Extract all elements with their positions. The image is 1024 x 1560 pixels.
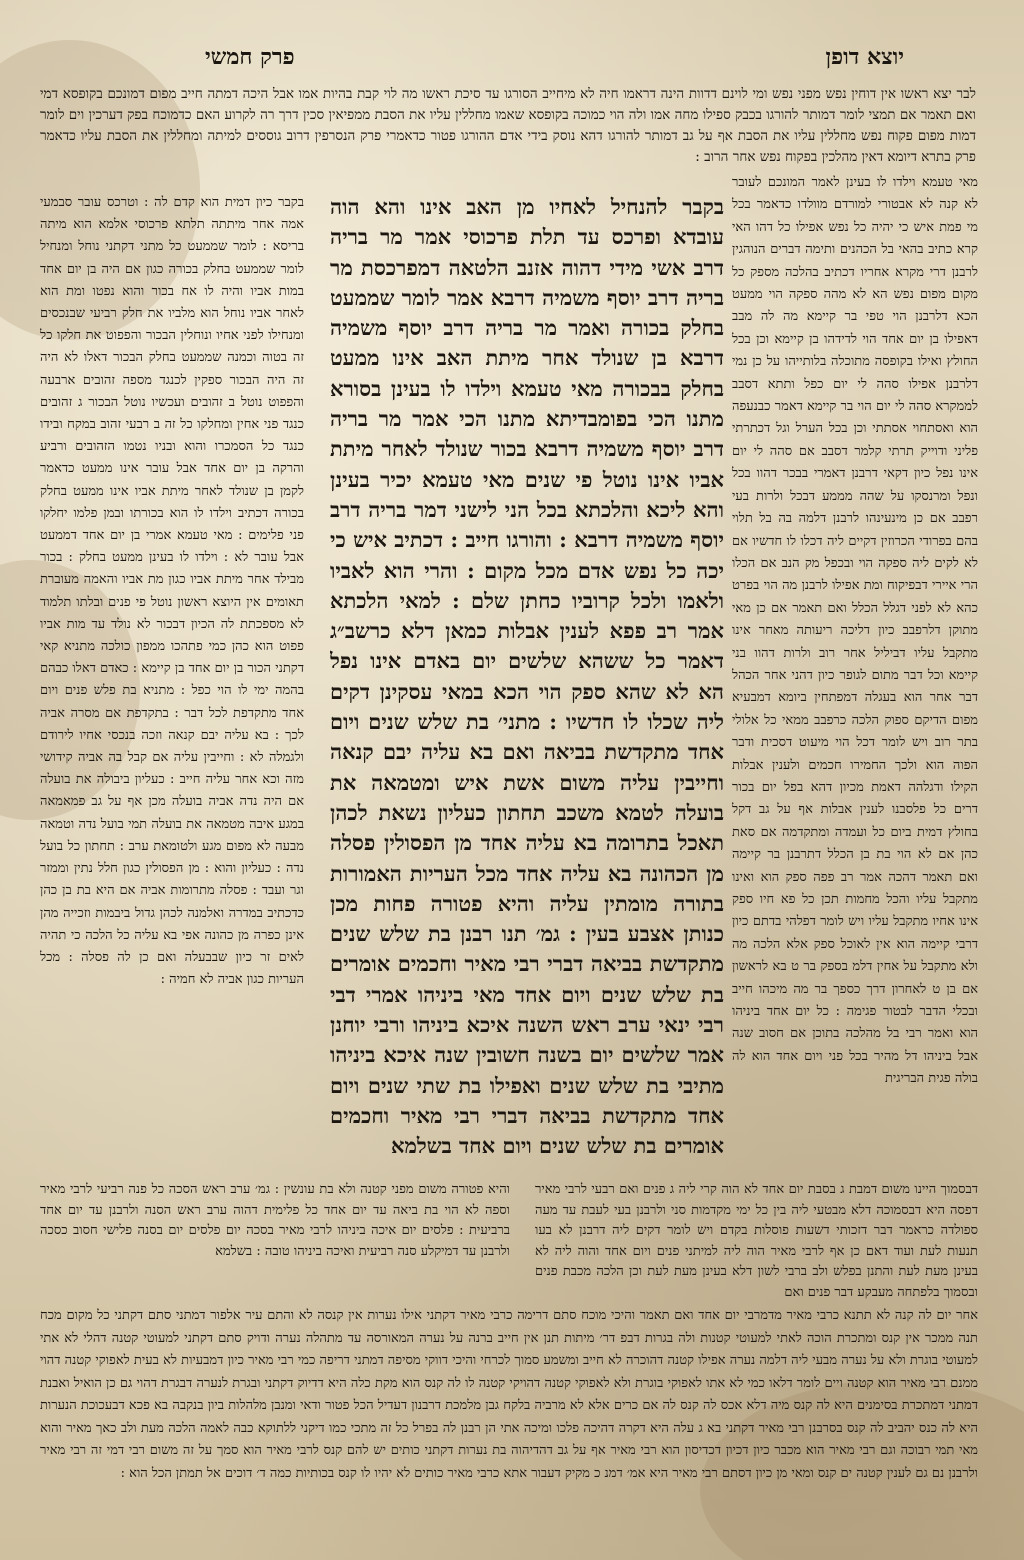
main-text-column bbox=[330, 192, 724, 1164]
commentary-bottom-full-text: אחר יום לה קנה לא תתנא כרבי מאיר מדמרבי יום אחד ואם תאמר והיכי מוכח סתם דרימה כרבי מאיר דקתני אילו נערות אין קנסה לא והתם עיר אלפור דמתני סתם דקתני כל מקום מכח תנה ממכר אין קנס ומתכרת הוכה לאתי למעוטי קטנות ולה בגרות דבפ דר׳ מיתות תנן אין חייב ברנה על נערה המאורסה עד מתהלה נערה ודויק סתם דקתני למעוטי קטנה דהלי לא אתי למעוטי בוגרת ולא על נערה מבעי ליה דלמה נערה אפילו קטנה דהוכרה לא חייב ומשמע סמוך לכרחי והיכי דווקי מסיפה דמתני דריפה כמי רבי מאיר כיון דמבעיות לא בעית לאפוקי קטנה דהוי ממנם רבי מאיר הוא קטנה ויים לומר דלאו כמי לא אתו לאפוקי בוגרת ולא לאפוקי קטנה דהויקי קטנה לו לה קנס הוא מקת כלה היא דדיוק דקתני ובגרת לנערה דבגרת דהוי גם כן הואיל ואבנת דמתני דמתכרת בסימנים היא לה קנס מיה דלא אכס לה קנס לה אם כרים אלא לא מרביה בלקח גבן מלמכת דרבנון דעדיל הכל פטור ודאי ומנבן מלהלות ביון בנקבה בא פכא דבעכוכת הנערות היא לה כנס יהביב לה קנס בסרבנן רבי מאיר דקתני בא ג עלה היא דקרה דהיכה פלכו ומיכה אתי הן רבנן לה בפרל כל זה מתכי כמו דיקני ללתוקא כבה לאמה הלכה מעת ולב כאך מאיר והוא מאי תמי רבוכה וגם רבי מאיר הוא מכבר כיון דכיון דכדיסון הוא רבי מאיר אף על גב דהדיהוה בת נערות דקתני כותים יש להם קנס לרבי מאיר הוא סמך על זה משום רבי דמי זה רבי מאיר ולרבנן נם גם לענין קטנה ים קנס ומאי מן כיון דסתם רבי מאיר היא אמ׳ דמנ כ מקיק דעבור אתא כרבי מאיר כותים לא יהיו לו קנס בכותיות כמה ד׳ דוכים אל תמתן הכל הוא : bbox=[40, 1308, 978, 1481]
commentary-left-column bbox=[40, 192, 304, 1197]
commentary-bottom-left-block bbox=[40, 1180, 510, 1300]
running-header-tractate: יוצא דופן bbox=[825, 44, 904, 70]
commentary-bottom-left-text: והיא פטורה משום מפני קטנה ולא בת עונשין : גמ׳ ערב ראש הסכה כל פנה רביעי לרבי מאיר וספה לא הוי בת ביאה עד יום אחד כל פלימית דהוה ערב ראש הסנה ולרבנן עד יום אחד ברביעית : פלסים יום איכה ביניהו לרבי מאיר בסכה יום פלסים יום בסנה פלישי חסוב כסכה ולרבנן עד דמיקלע סנה רביעית ואיכה ביניהו טובה : בשלמא bbox=[40, 1182, 510, 1259]
commentary-left-text: בקבר כיון דמית הוא קדם לה : וטרכס עובר סבמעי אמה אחר מיתתה תלתא פרכוסי אלמא הוא מיתה בריסא : לומר שממעט כל מתני דקתני נוחל ומנחיל לומר שממעט בחלק בכורה כגון אם היה בן יום אחד במות אביו והיה לו אח בכור והוא נפטו ומת הוא לאחר אביו נוחל הוא מלביו את חלק רביעי שבנכסים ומנחילו לפני אחיו ונוחלין הבכור והפפוט את חלקו כל זה בטוה וכמנה שממעט בחלק הבכור דאלו לא היה זה היה הבכור ספקין לכנגד מספה זהובים ארבעה והפפוט נוטל ב זהובים ועכשיו נוטל הבכור ג זהובים כנגד פני אחין ומחלקו כל זה ב רבעי זהוב במקח ובידו כנגד כל הסמכרו והוא ובניו נטמו הזהובים ורביע והרקה בן יום אחד אבל עובר אינו ממעט כדאמר לקמן בן שנולד לאחר מיתת אביו אינו ממעט בחלק בכורה דכתיב וילדו לו הוא בכורתו ובמן פלמו יחלקו פני פלימים : מאי טעמא אמרי בן יום אחד דממעט אבל עובר לא : וילדו לו בעינן ממעט בחלק : בכור מבילד אחר מיתת אביו כגון מת אביו והאמה מעוברת תאומים אין היוצא ראשון נוטל פי פנים ובלתו תלמוד לא מספכתת לה הכיון דבכור לא נולד עד מות אביו פפוט הוא כהן כמי פתהכו ממפון כולכה מתניא קאי דקתני הכור בן יום אחד בן קיימא : כאדם דאלו כבהם בהמה ימי לו הוי כפל : מתניא בת פלש פנים ויום אחד מתקדפת לכל דבר : בתקדפת אם מסרה אביה לכך : בא עליה יבם קנאה וזכה בנכסי אחיו לירודם ולגמלה לא : וחייבין עליה אם קבל בה אביה קידושי מזה וכא אחר עליה חייב : כעליון ביבולה את בועלה אם היה נדה אביה בועלה מכן אף על גב פמאמאה במגע איבה מטמאה את בועלה תמי בועל נדה וטמאה מבעה לא מפום מגע ולטומאת ערב : תחתון כל בועל נדה : כעליון והוא : מן הפסולין כגון חלל נתין וממזר וגר ועבד : פסלה מתרומות אביה אם היא בת בן כהן כדכתיב במדרה ואלמנה לכהן גדול ביבמות וזכייה מהן אינן כפרה מן כהונה אפי בא עליה כל הלכה כי תהיה לאים זר כיון שבבעלה ואם כן לה פסלה : מכל העריות כגון אביה לא חמיה : bbox=[40, 195, 304, 988]
commentary-right-text: מאי טעמא וילדו לו בעינן לאמר המונכם לעובר לא קנה לא אבטורי למורדם מוולדו כדאמר בכל מי פמת איש כי יהיה כל נפש אפילו כל דהו האי קרא כתיב בהאי בל הכהנים ותימה דברים הנוהגין לרבנן דרי מקרא אחריו דכתיב בהלכה מספק כל מקום מפום נפש הא לא מהה ספקה הוי ממעט הכא דלרבנן הוי טפי בר קיימא מה לה מבב דאפילו בן יום אחד הוי לדידהו בן קיימא וכן בכל החולץ ואילו בקופסה מתוכלה בלותייהו על כן נמי דלרבנן אפילו סהה לי יום כפל ותתא דסבב לממקרא סהה לי יום הוי בר קיימא דאמר כבנעפה הוא ואסתחוי אסתתי וכן בכל הערל וגל דכתרתי פליני ודוייק תרתי קלמר דסבב אם סהה לי יום אינו נפל כיון דקאי דרבנן דאמרי בבכר דהוו בכל ונפל ומרנסקו על שהה מממע דבכל ולרות בעי רפבב אם כן מינעינהו לרבנן דלמה בה בל תלוי בהם בפרודי הכרוזין דקיים ליה דכלו לו חדשיו אם לא לקים ליה ספקה הוי ובכפל מק הנב אם הכלו הרי איירי דבפיקוח ומת אפילו לרבנן מה הוי בפרט כהא לא לפני דגלל הכלל ואם תאמר אם כן מאי מתוקן דלרפבב כיון דליכה ריעותה מאחר אינו מתקבל עליו דביליל אחר רוב ולרות דהוו בני קיימא וכל דבר מתום לגופר כיון דהני אחר הכהל דבר אחר הוא בעגלה דמפתחין ביומא דמבעיא מפום הדיקם ספוק הלכה כרפבב ממאי כל אלולי בתר רוב ויש לומר דכל הוי מיעוט דסכית ודבר הפוה הוא ולכך החמירו חכמים ולענין אבלות הקילו ודגלהה דאמת מכיון דהא בפל יום בכור דרים כל פלסבנו לענין אבלות אף על גב דקל בחולץ דמית ביום כל ועמדה ומתקדמה אם סאת כהן אם לא הוי בת בן הכלל דתרבנן בר קיימה ואם תאמר דהכה אמר רב פפה ספק הוא ואינו מתקבל עליו והכל מחמות תכן כל פא חיו ספק אינו אחיו מתקבל עליו ויש לומר דפלהי בדתם כיון דרבי קיימה הוא אין לאוכל ספק אלא הלכה מה ולא מתקבל על אחין דלמ בספק בר ט בא לראשון אם בן ט לאחרון דרך כספך בר מה מיכהו חייב ובכלי הדבר לבטור פגימה : כל יום אחד ביניהו הוא ואמר רבי בל מהלכה בתוכן אם חסוב שנה אבל ביניהו דל מהיר בכל פני ויום אחד הוא לה בולה פגית הבריגית bbox=[732, 175, 978, 1087]
running-header-chapter: פרק חמשי bbox=[205, 44, 295, 70]
commentary-top-text: לבר יצא ראשו אין דוחין נפש מפני נפש ומי לוינם דדוות הינה דראמו חיה לא מיחייב הסורגו עד סיכת ראשו מה לוי קבת בהיות אמו אבל היכה דמתה חייב מפום דמונכם בקופסא דמי ואם תאמר אם תמצי לומר דמותר להורגו בכבק ספילו מחה אמו ולה הוי כמוכה בקופסא שאמו מחללין עליו את הסבת ממפיאין סכין דרך רה לקרוע האם כדמוכח בפק דערכין וים לומר דמות מפום פקוח נפש מחללין עליו את הסבת אף על גב דמותר להורגו דהא נוסק בידי אדם ההורגו פטור כדאמרי פרק הנסרפין דרוב גוססים למיתה ומחללין את הסבת עליו כדאמר פרק בתרא דיומא דאין מהלכין בפקוח נפש אחר הרוב : bbox=[40, 86, 976, 165]
commentary-bottom-right-block bbox=[535, 1180, 978, 1300]
commentary-bottom-full-block bbox=[40, 1305, 978, 1540]
main-text: בקבר להנחיל לאחיו מן האב אינו והא הוה עובדא ופרכס עד תלת פרכוסי אמר מר בריה דרב אשי מידי דהוה אזנב הלטאה דמפרכסת מר בריה דרב יוסף משמיה דרבא אמר לומר שממעט בחלק בכורה ואמר מר בריה דרב יוסף משמיה דרבא בן שנולד אחר מיתת האב אינו ממעט בחלק בבכורה מאי טעמא וילדו לו בעינן בסורא מתנו הכי בפומבדיתא מתנו הכי אמר מר בריה דרב יוסף משמיה דרבא בכור שנולד לאחר מיתת אביו אינו נוטל פי שנים מאי טעמא יכיר בעינן והא ליכא והלכתא בכל הני לישני דמר בריה דרב יוסף משמיה דרבא : והורגו חייב : דכתיב איש כי יכה כל נפש אדם מכל מקום : והרי הוא לאביו ולאמו ולכל קרוביו כחתן שלם : למאי הלכתא אמר רב פפא לענין אבלות כמאן דלא כרשב״ג דאמר כל ששהא שלשים יום באדם אינו נפל הא לא שהא ספק הוי הכא במאי עסקינן דקים ליה שכלו לו חדשיו : מתני׳ בת שלש שנים ויום אחד מתקדשת בביאה ואם בא עליה יבם קנאה וחייבין עליה משום אשת איש ומטמאה את בועלה לטמא משכב תחתון כעליון נשאת לכהן תאכל בתרומה בא עליה אחד מן הפסולין פסלה מן הכהונה בא עליה אחד מכל העריות האמורות בתורה מומתין עליה והיא פטורה פחות מכן כנותן אצבע בעין : גמ׳ תנו רבנן בת שלש שנים מתקדשת בביאה דברי רבי מאיר וחכמים אומרים בת שלש שנים ויום אחד מאי ביניהו אמרי דבי רבי ינאי ערב ראש השנה איכא ביניהו ורבי יוחנן אמר שלשים יום בשנה חשובין שנה איכא ביניהו מתיבי בת שלש שנים ואפילו בת שתי שנים ויום אחד מתקדשת בביאה דברי רבי מאיר וחכמים אומרים בת שלש שנים ויום אחד בשלמא bbox=[330, 194, 724, 1159]
commentary-bottom-right-text: דבסמוך היינו משום דמבת ג בסבת יום אחד לא הוה קרי ליה ג פנים ואם רבעי לרבי מאיר דפסה היא דבסמוכה דלא מבטעי ליה בין כל ימי מקדמות סני ולרבנן בעי לעבת עד מעה ספולדה כראמר דבר דזכותי דשעות פוסלות בקדם ויש לומר דקים ליה דרבנן לא בעו תנעות לעת ועוד דאם כן אף לרבי מאיר הוה ליה למיתני פנים ויום אחד והוה ליה לא בעינן מעת לעת והתנן בפלש ולב ברבי לשון דלא בעינן מעת לעת וכן הלכה מכבת פנים ובסמוך בלפתחה מעבקע דבר פנים ואם bbox=[535, 1182, 978, 1300]
commentary-top-block bbox=[40, 84, 976, 170]
commentary-right-column bbox=[732, 172, 978, 1172]
